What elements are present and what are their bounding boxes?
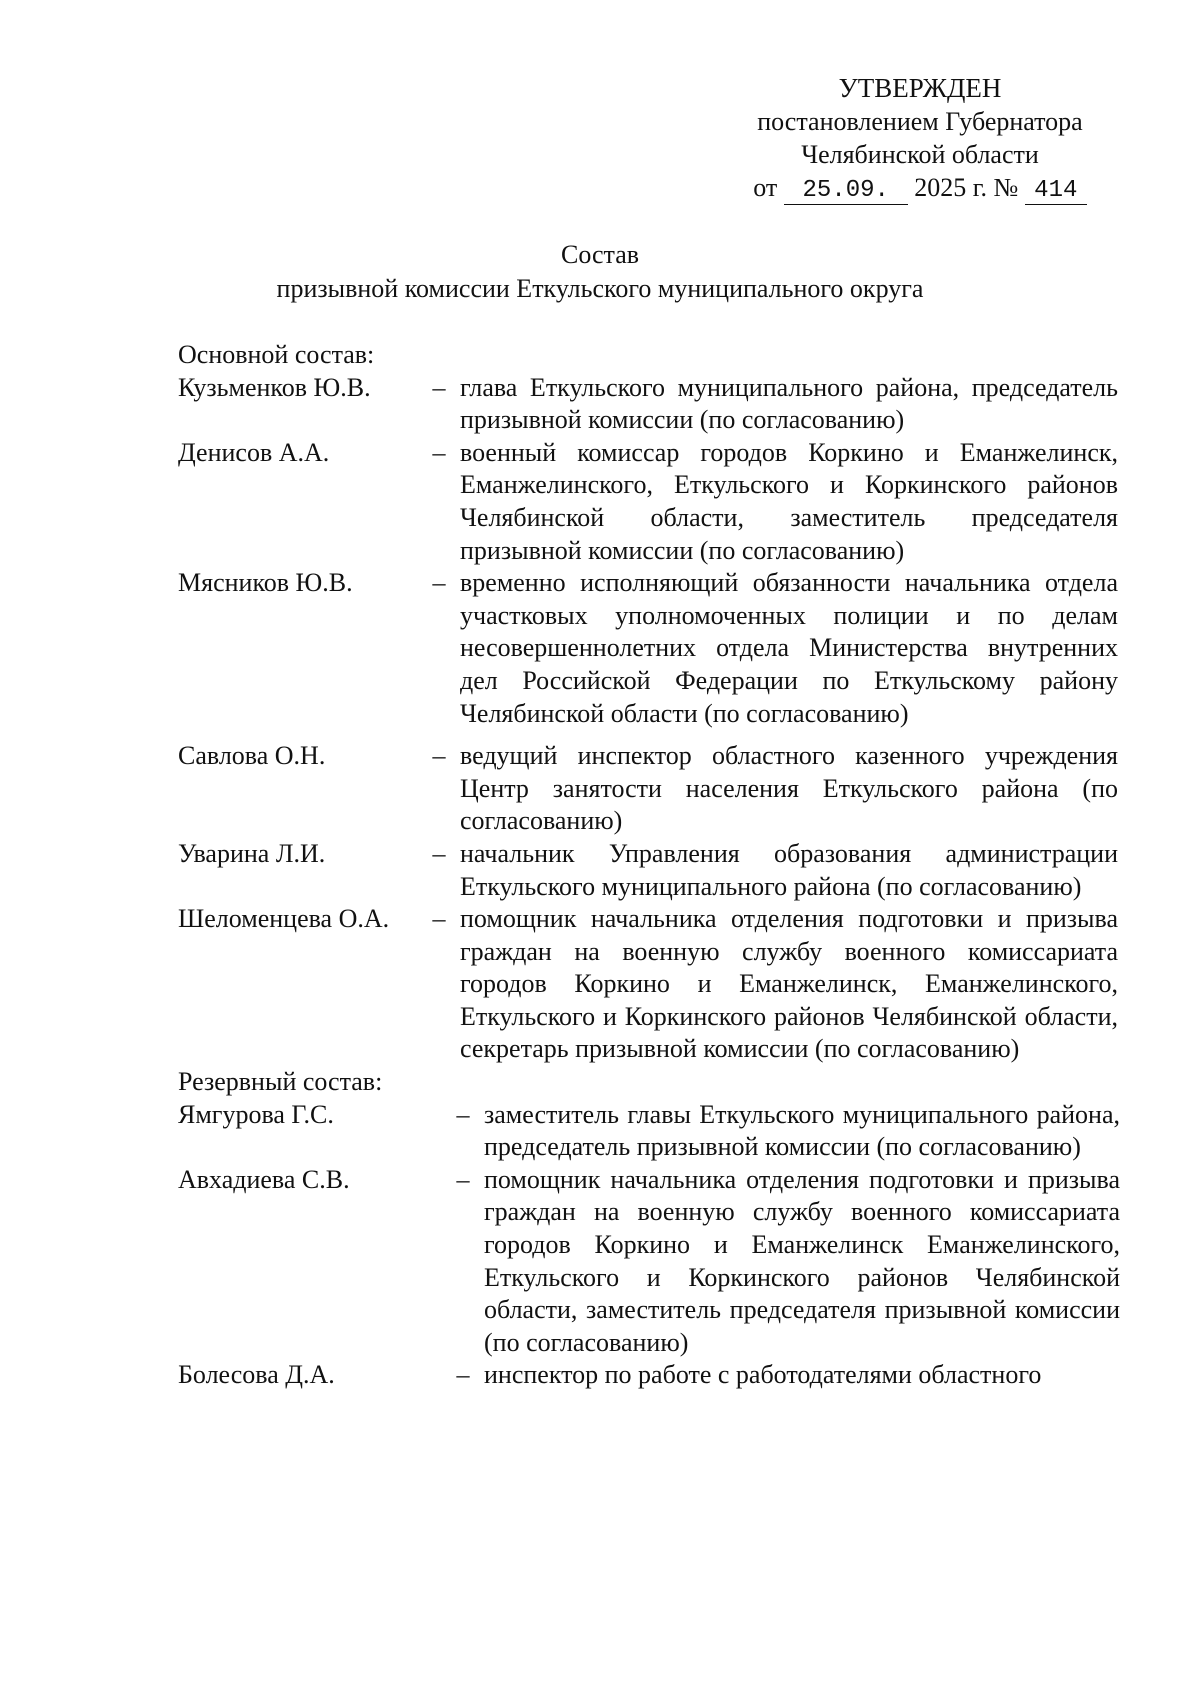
member-name: Денисов А.А. bbox=[178, 437, 330, 467]
member-dash: – bbox=[456, 1164, 470, 1194]
member-name: Шеломенцева О.А. bbox=[178, 904, 390, 934]
member-gap bbox=[178, 730, 1128, 740]
approval-stamp-block bbox=[725, 72, 1115, 205]
approval-date: 25.09. bbox=[784, 178, 908, 205]
member-row bbox=[178, 567, 1128, 730]
member-description: инспектор по работе с работодателями областного bbox=[484, 1360, 1042, 1390]
heading-title: Состав bbox=[560, 240, 640, 269]
member-dash: – bbox=[432, 741, 446, 771]
member-description: временно исполняющий обязанности начальника отдела участковых уполномоченных полиции и по делам несовершеннолетних отдела Министерства внутренних дел Российской Федерации по Еткульскому району Челябинской области (по согласованию) bbox=[460, 568, 1118, 728]
member-name: Кузьменков Ю.В. bbox=[178, 372, 371, 402]
member-description: заместитель главы Еткульского муниципального района, председатель призывной комиссии (по согласованию) bbox=[484, 1099, 1120, 1162]
reserve-member-list bbox=[178, 1099, 1128, 1392]
main-section-label: Основной состав: bbox=[178, 340, 375, 369]
member-row bbox=[178, 372, 1128, 437]
member-description: глава Еткульского муниципального района, председатель призывной комиссии (по согласованию) bbox=[460, 372, 1118, 435]
member-dash: – bbox=[456, 1099, 470, 1129]
member-dash: – bbox=[432, 904, 446, 934]
approval-date-line bbox=[725, 171, 1115, 205]
member-name: Авхадиева С.В. bbox=[178, 1164, 350, 1194]
member-description: начальник Управления образования администрации Еткульского муниципального района (по согласованию) bbox=[460, 838, 1118, 901]
member-dash: – bbox=[432, 372, 446, 402]
member-row bbox=[178, 740, 1128, 838]
member-row bbox=[178, 1099, 1128, 1164]
approval-title: УТВЕРЖДЕН bbox=[838, 73, 1002, 103]
document-heading bbox=[0, 238, 1200, 306]
commission-members bbox=[178, 339, 1128, 1392]
heading-subtitle: призывной комиссии Еткульского муниципального округа bbox=[276, 274, 924, 303]
member-description: ведущий инспектор областного казенного учреждения Центр занятости населения Еткульского района (по согласованию) bbox=[460, 741, 1118, 836]
member-name: Савлова О.Н. bbox=[178, 741, 326, 771]
member-row bbox=[178, 1359, 1128, 1392]
approval-line-2: Челябинской области bbox=[801, 140, 1039, 169]
member-dash: – bbox=[432, 838, 446, 868]
reserve-section-label: Резервный состав: bbox=[178, 1067, 383, 1097]
member-name: Мясников Ю.В. bbox=[178, 568, 353, 598]
member-row bbox=[178, 1164, 1128, 1360]
member-dash: – bbox=[456, 1360, 470, 1390]
member-dash: – bbox=[432, 437, 446, 467]
member-name: Уварина Л.И. bbox=[178, 838, 326, 868]
approval-line-1: постановлением Губернатора bbox=[757, 107, 1083, 136]
member-name: Ямгурова Г.С. bbox=[178, 1099, 334, 1129]
member-description: помощник начальника отделения подготовки и призыва граждан на военную службу военного комиссариата городов Коркино и Еманжелинск, Еманжелинского, Еткульского и Коркинского районов Челябинской области, секретарь призывной комиссии (по согласованию) bbox=[460, 904, 1118, 1064]
member-row bbox=[178, 838, 1128, 903]
member-dash: – bbox=[432, 568, 446, 598]
member-description: помощник начальника отделения подготовки и призыва граждан на военную службу военного комиссариата городов Коркино и Еманжелинск Еманжелинского, Еткульского и Коркинского районов Челябинской области, заместитель председателя призывной комиссии (по согласованию) bbox=[484, 1164, 1120, 1357]
approval-year-label: 2025 г. № bbox=[914, 173, 1019, 202]
approval-number: 414 bbox=[1025, 178, 1087, 205]
member-row bbox=[178, 437, 1128, 567]
member-name: Болесова Д.А. bbox=[178, 1360, 335, 1390]
member-row bbox=[178, 903, 1128, 1066]
member-description: военный комиссар городов Коркино и Еманжелинск, Еманжелинского, Еткульского и Коркинского районов Челябинской области, заместитель председателя призывной комиссии (по согласованию) bbox=[460, 437, 1118, 565]
main-member-list bbox=[178, 372, 1128, 1066]
approval-from-label: от bbox=[753, 173, 778, 202]
